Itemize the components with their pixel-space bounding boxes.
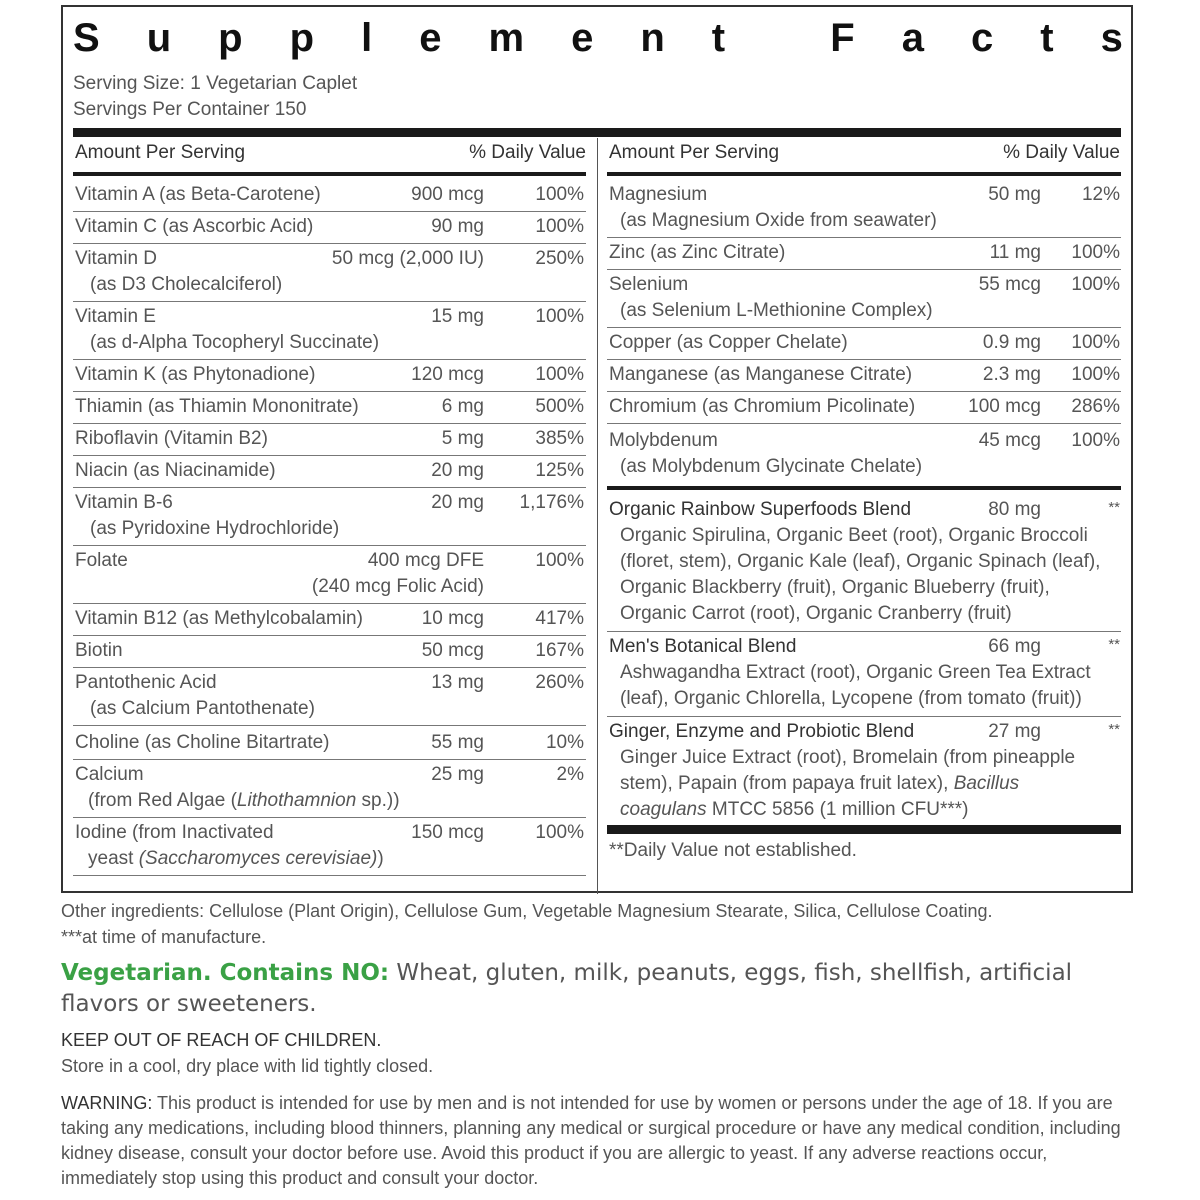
left-dv-header: % Daily Value — [469, 142, 586, 163]
nutrient-amount: 15 mg — [431, 306, 484, 327]
vegetarian-statement — [61, 958, 1151, 1020]
blend-amount: 80 mg — [988, 499, 1041, 520]
row-divider — [607, 631, 1121, 632]
nutrient-name: Calcium — [75, 764, 144, 785]
nutrient-dv: 100% — [1071, 242, 1120, 263]
nutrient-source: yeast (Saccharomyces cerevisiae)) — [88, 848, 384, 869]
nutrient-dv: 100% — [535, 306, 584, 327]
row-divider — [73, 423, 586, 424]
panel-title — [73, 16, 1123, 61]
blend-ingredients: Ginger Juice Extract (root), Bromelain (from pineapple — [620, 747, 1076, 768]
blend-amount: 66 mg — [988, 636, 1041, 657]
nutrient-dv: 12% — [1081, 184, 1120, 205]
probiotic-genus: Bacillus — [953, 773, 1020, 794]
row-divider — [607, 237, 1121, 238]
probiotic-species: coagulans — [620, 799, 707, 820]
nutrient-name: Zinc (as Zinc Citrate) — [609, 242, 786, 263]
nutrient-name: Copper (as Copper Chelate) — [609, 332, 848, 353]
servings-per-container: Servings Per Container 150 — [73, 99, 307, 120]
title-letter: p — [218, 16, 243, 60]
nutrient-dv: 385% — [535, 428, 584, 449]
nutrient-amount: 55 mg — [431, 732, 484, 753]
nutrient-dv: 100% — [535, 822, 584, 843]
nutrient-name: Folate — [75, 550, 128, 571]
nutrient-amount: 20 mg — [431, 492, 484, 513]
nutrient-name: Vitamin B12 (as Methylcobalamin) — [75, 608, 363, 629]
nutrient-name: Molybdenum — [609, 430, 718, 451]
blend-name: Organic Rainbow Superfoods Blend — [609, 499, 912, 520]
title-letter: t — [1040, 16, 1054, 60]
row-divider — [73, 301, 586, 302]
serving-size: Serving Size: 1 Vegetarian Caplet — [73, 73, 358, 94]
nutrient-name: Vitamin B-6 — [75, 492, 173, 513]
blend-ingredients: Ashwagandha Extract (root), Organic Green Tea Extract — [620, 662, 1091, 683]
nutrient-dv: 100% — [535, 364, 584, 385]
blend-ingredients: Organic Carrot (root), Organic Cranberry (fruit) — [620, 603, 1012, 624]
nutrient-amount: 90 mg — [431, 216, 484, 237]
species-name: Lithothamnion — [236, 790, 357, 811]
row-divider — [73, 817, 586, 818]
right-amount-header: Amount Per Serving — [609, 142, 780, 163]
nutrient-amount: 25 mg — [431, 764, 484, 785]
keep-out-notice: KEEP OUT OF REACH OF CHILDREN. — [61, 1030, 382, 1050]
nutrient-source: (as Pyridoxine Hydrochloride) — [90, 518, 340, 539]
row-divider — [73, 359, 586, 360]
thick-rule-top — [73, 128, 1121, 137]
title-letter: S — [73, 16, 100, 60]
nutrient-dv: 500% — [535, 396, 584, 417]
nutrient-source: (as Molybdenum Glycinate Chelate) — [620, 456, 923, 477]
nutrient-amount: 100 mcg — [968, 396, 1041, 417]
nutrient-amount: 45 mcg — [978, 430, 1041, 451]
nutrient-dv: 2% — [556, 764, 584, 785]
nutrient-amount: 400 mcg DFE — [367, 550, 484, 571]
title-letter: s — [1100, 16, 1123, 60]
nutrient-amount: 0.9 mg — [982, 332, 1041, 353]
storage-notice: Store in a cool, dry place with lid tightly closed. — [61, 1056, 434, 1076]
title-letter: c — [970, 16, 994, 60]
nutrient-source: (as D3 Cholecalciferol) — [90, 274, 283, 295]
blend-name: Ginger, Enzyme and Probiotic Blend — [609, 721, 915, 742]
row-divider — [73, 243, 586, 244]
nutrient-name: Niacin (as Niacinamide) — [75, 460, 276, 481]
title-letter: u — [146, 16, 172, 60]
nutrient-dv: 417% — [535, 608, 584, 629]
daily-value-note: **Daily Value not established. — [609, 840, 857, 861]
vegetarian-text: Wheat, gluten, milk, peanuts, eggs, fish, shellfish, artificial flavors or sweeteners. — [61, 960, 1073, 1017]
nutrient-amount: 50 mcg — [421, 640, 484, 661]
species-name: (Saccharomyces cerevisiae) — [138, 848, 378, 869]
nutrient-amount-detail: (240 mcg Folic Acid) — [311, 576, 484, 597]
nutrient-dv: 286% — [1071, 396, 1120, 417]
nutrient-name: Vitamin A (as Beta-Carotene) — [75, 184, 321, 205]
nutrient-dv: 100% — [535, 550, 584, 571]
row-divider — [73, 725, 586, 726]
nutrient-amount: 6 mg — [441, 396, 484, 417]
other-ingredients: Other ingredients: Cellulose (Plant Origin), Cellulose Gum, Vegetable Magnesium Stearate, Silica, Cellulose Coating. — [61, 901, 993, 921]
nutrient-amount: 13 mg — [431, 672, 484, 693]
nutrient-source: (as Magnesium Oxide from seawater) — [620, 210, 937, 231]
warning-paragraph — [61, 1091, 1141, 1191]
nutrient-amount: 2.3 mg — [982, 364, 1041, 385]
row-divider — [73, 667, 586, 668]
nutrient-name: Chromium (as Chromium Picolinate) — [609, 396, 916, 417]
vegetarian-label: Vegetarian. Contains NO: — [61, 960, 390, 986]
blend-ingredients: stem), Papain (from papaya fruit latex), Bacillus — [620, 773, 1020, 794]
nutrient-name: Vitamin K (as Phytonadione) — [75, 364, 316, 385]
row-divider — [607, 269, 1121, 270]
blend-amount: 27 mg — [988, 721, 1041, 742]
title-letter: p — [289, 16, 315, 60]
nutrient-name: Thiamin (as Thiamin Mononitrate) — [75, 396, 359, 417]
nutrient-amount: 10 mcg — [421, 608, 484, 629]
row-divider — [73, 635, 586, 636]
blend-ingredients: coagulans MTCC 5856 (1 million CFU***) — [620, 799, 969, 820]
nutrient-source: (from Red Algae (Lithothamnion sp.)) — [88, 790, 400, 811]
column-divider — [597, 138, 598, 894]
title-letter: e — [571, 16, 594, 60]
nutrient-amount: 50 mcg (2,000 IU) — [331, 248, 484, 269]
nutrient-dv: 250% — [535, 248, 584, 269]
nutrient-name: Biotin — [75, 640, 123, 661]
nutrient-amount: 120 mcg — [411, 364, 484, 385]
row-divider — [607, 359, 1121, 360]
row-divider — [73, 545, 586, 546]
blend-ingredients: Organic Blackberry (fruit), Organic Blueberry (fruit), — [620, 577, 1050, 598]
nutrient-name: Vitamin D — [75, 248, 158, 269]
nutrient-name: Manganese (as Manganese Citrate) — [609, 364, 913, 385]
row-divider — [73, 487, 586, 488]
nutrient-dv: 100% — [1071, 332, 1120, 353]
row-divider — [607, 391, 1121, 392]
nutrient-amount: 50 mg — [988, 184, 1041, 205]
row-divider — [73, 759, 586, 760]
nutrient-name: Choline (as Choline Bitartrate) — [75, 732, 330, 753]
blend-ingredients: (floret, stem), Organic Kale (leaf), Organic Spinach (leaf), — [620, 551, 1101, 572]
nutrient-name: Vitamin C (as Ascorbic Acid) — [75, 216, 314, 237]
nutrient-dv: 100% — [1071, 364, 1120, 385]
nutrient-name: Riboflavin (Vitamin B2) — [75, 428, 268, 449]
title-letter: l — [361, 16, 373, 60]
row-divider — [607, 423, 1121, 424]
nutrient-source: (as Selenium L-Methionine Complex) — [620, 300, 933, 321]
row-divider — [73, 455, 586, 456]
nutrient-dv: 100% — [1071, 274, 1120, 295]
nutrient-amount: 150 mcg — [411, 822, 484, 843]
nutrient-source: (as Calcium Pantothenate) — [90, 698, 315, 719]
nutrient-dv: 260% — [535, 672, 584, 693]
row-divider — [73, 211, 586, 212]
title-letter — [772, 16, 783, 61]
nutrient-name: Selenium — [609, 274, 689, 295]
nutrient-dv: 100% — [535, 216, 584, 237]
row-divider — [73, 875, 586, 876]
row-divider — [607, 327, 1121, 328]
warning-text: This product is intended for use by men and is not intended for use by women or persons under the age of 18. If you are taking any medications, including blood thinners, planning any medical or surgical procedure or have any medical condition, including kidney disease, consult your doctor before use. Avoid this product if you are allergic to yeast. If any adverse reactions occur, immediately stop using this product and consult your doctor. — [61, 1093, 1121, 1188]
nutrient-amount: 11 mg — [989, 242, 1041, 263]
nutrient-name: Iodine (from Inactivated — [75, 822, 274, 843]
nutrient-name: Pantothenic Acid — [75, 672, 217, 693]
nutrient-name: Vitamin E — [75, 306, 156, 327]
blend-bottom-rule — [607, 825, 1121, 834]
left-header-rule — [73, 172, 586, 176]
nutrient-dv: 100% — [535, 184, 584, 205]
left-amount-header: Amount Per Serving — [75, 142, 246, 163]
nutrient-name: Magnesium — [609, 184, 708, 205]
nutrient-source: (as d-Alpha Tocopheryl Succinate) — [90, 332, 380, 353]
nutrient-dv: 100% — [1071, 430, 1120, 451]
blend-dv: ** — [1108, 499, 1120, 516]
blend-ingredients: Organic Spirulina, Organic Beet (root), Organic Broccoli — [620, 525, 1088, 546]
right-header-rule — [607, 172, 1121, 176]
nutrient-dv: 125% — [535, 460, 584, 481]
title-letter: e — [419, 16, 442, 60]
blend-dv: ** — [1108, 721, 1120, 738]
title-letter: m — [488, 16, 525, 60]
nutrient-amount: 55 mcg — [978, 274, 1041, 295]
blend-top-rule — [607, 486, 1121, 490]
nutrient-dv: 1,176% — [519, 492, 584, 513]
title-letter: t — [711, 16, 726, 60]
nutrient-dv: 10% — [545, 732, 584, 753]
right-dv-header: % Daily Value — [1003, 142, 1120, 163]
nutrient-amount: 20 mg — [431, 460, 484, 481]
nutrient-dv: 167% — [535, 640, 584, 661]
title-letter: a — [901, 16, 924, 60]
row-divider — [73, 391, 586, 392]
manufacture-note: ***at time of manufacture. — [61, 927, 267, 947]
title-letter: n — [640, 16, 665, 60]
nutrient-amount: 900 mcg — [411, 184, 484, 205]
warning-label: WARNING: — [61, 1093, 153, 1113]
blend-name: Men's Botanical Blend — [609, 636, 797, 657]
blend-ingredients: (leaf), Organic Chlorella, Lycopene (from tomato (fruit)) — [620, 688, 1082, 709]
blend-dv: ** — [1108, 636, 1120, 653]
nutrient-amount: 5 mg — [441, 428, 484, 449]
title-letter: F — [830, 16, 855, 60]
row-divider — [73, 603, 586, 604]
row-divider — [607, 716, 1121, 717]
